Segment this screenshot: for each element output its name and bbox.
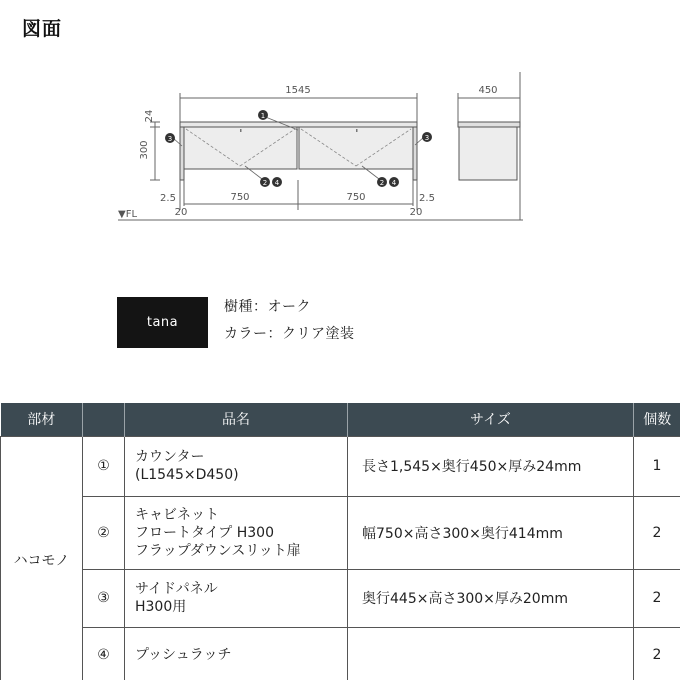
header-name: 品名 [125,403,348,436]
header-qty: 個数 [634,403,680,436]
side-view-counter [458,122,520,127]
svg-text:3: 3 [167,135,173,143]
item-qty: 1 [634,436,680,496]
svg-text:4: 4 [274,179,280,187]
table-row [1,569,680,627]
callout-3-left [165,133,182,146]
category-cell: ハコモノ [1,436,83,680]
item-name: プッシュラッチ [125,627,348,680]
svg-text:2: 2 [262,179,268,187]
section-title: 図面 [22,18,63,40]
table-header-row [1,403,680,436]
panel-left-label: 20 [174,207,188,218]
header-number [83,403,125,436]
item-name: キャビネット フロートタイプ H300 フラップダウンスリット扉 [125,496,348,569]
item-qty: 2 [634,569,680,627]
svg-text:1: 1 [260,112,266,120]
row-number: ① [83,436,125,496]
item-qty: 2 [634,627,680,680]
side-panel-left [180,127,184,180]
item-size: 幅750×高さ300×奥行414mm [348,496,634,569]
height-label: 300 [139,140,150,160]
side-view-body [459,127,517,180]
item-size: 奥行445×高さ300×厚み20mm [348,569,634,627]
panel-right-label: 20 [409,207,423,218]
row-number: ③ [83,569,125,627]
side-gap-right-label: 2.5 [419,193,435,204]
counter-thickness-label: 24 [144,109,155,123]
cabinet-left [184,127,297,169]
color-finish: カラー：クリア塗装 [224,326,355,342]
item-size [348,627,634,680]
counter-top [180,122,417,127]
cabinet-right [299,127,413,169]
dimension-drawing [0,0,680,240]
svg-text:4: 4 [391,179,397,187]
item-size: 長さ1,545×奥行450×厚み24mm [348,436,634,496]
width-label: 1545 [285,85,311,96]
height-dimension [150,122,160,180]
wood-type: 樹種：オーク [224,299,311,315]
item-qty: 2 [634,496,680,569]
side-panel-right [413,127,417,180]
row-number: ④ [83,627,125,680]
table-row [1,436,680,496]
header-size: サイズ [348,403,634,436]
door-width-right-label: 750 [346,192,366,203]
table-row [1,627,680,680]
floor-label: ▼FL [118,209,138,220]
depth-label: 450 [478,85,498,96]
width-dimension [180,93,417,122]
callout-3-right [415,132,432,145]
item-name: カウンター (L1545×D450) [125,436,348,496]
parts-table [0,403,680,680]
svg-text:2: 2 [379,179,385,187]
swatch-label: tana [146,315,179,330]
material-swatch [117,297,208,348]
door-width-left-label: 750 [230,192,250,203]
header-category: 部材 [1,403,83,436]
side-gap-left-label: 2.5 [160,193,176,204]
svg-text:3: 3 [424,134,430,142]
table-row [1,496,680,569]
row-number: ② [83,496,125,569]
item-name: サイドパネル H300用 [125,569,348,627]
